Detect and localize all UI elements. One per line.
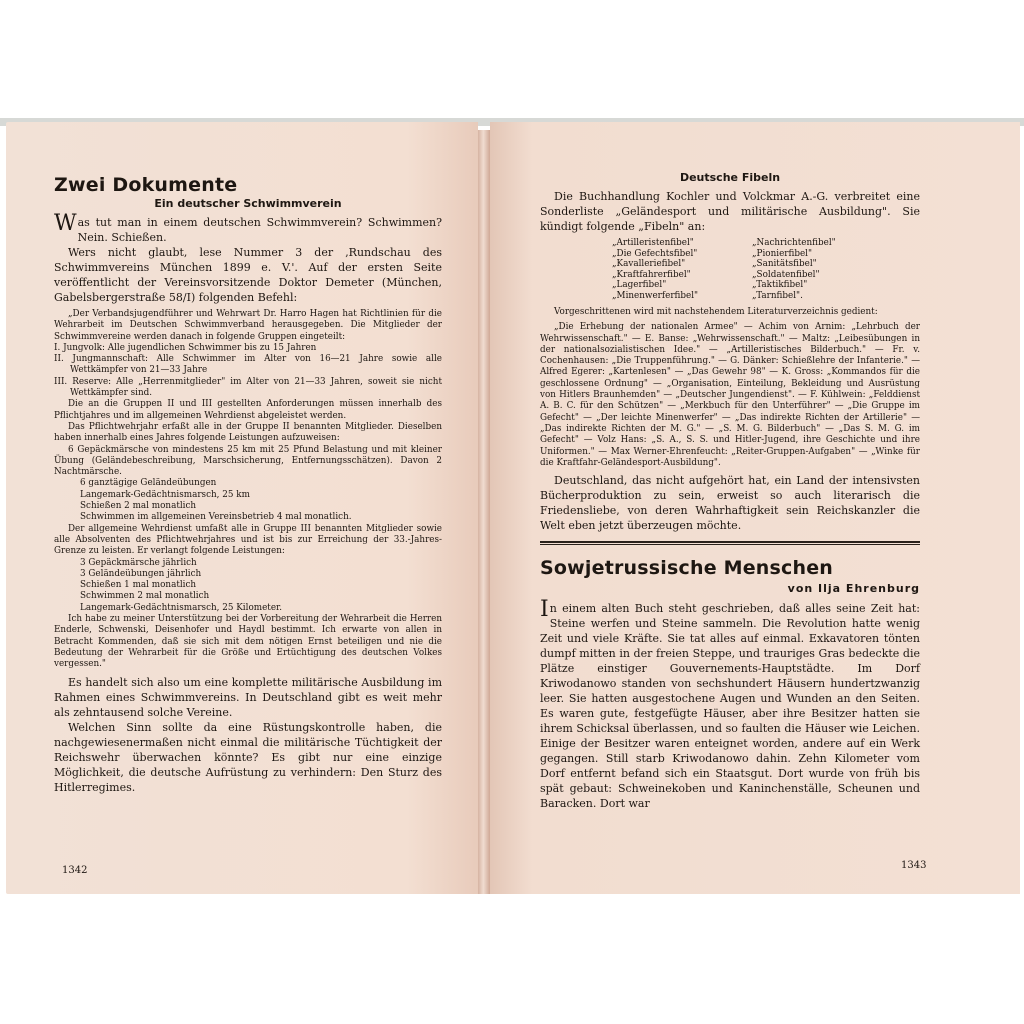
allgemein-item: 3 Gepäckmärsche jährlich (80, 557, 197, 568)
quote-intro: „Der Verbandsjugendführer und Wehrwart Dr. Harro Hagen hat Richtlinien für die Wehrarbeit im Deutschen Schwimmverband herausgegeben. Die Mitglieder der Schwimmvereine werden danach in folgende Gruppen eingeteilt: (54, 309, 442, 342)
vorgeschritten-paragraph: Vorgeschrittenen wird mit nachstehendem Literaturverzeichnis gedient: (554, 307, 878, 317)
page-number-right: 1343 (901, 860, 927, 871)
allgemein-paragraph: Der allgemeine Wehrdienst umfaßt alle in Gruppe III benannten Mitglieder sowie alle Absolventen des Pflichtwehrjahres und ist bis zur Erreichung der 33.-Jahres-Grenze zu leisten. Er verlangt folgende Leistungen: (54, 523, 442, 557)
fibel-item: „Tarnfibel". (752, 290, 803, 301)
allgemein-item: Langemark-Gedächtnismarsch, 25 Kilometer. (80, 602, 283, 613)
left-page (6, 122, 478, 894)
fibel-item: „Taktikfibel" (752, 280, 808, 290)
pflicht-item: Schwimmen im allgemeinen Vereinsbetrieb 4 mal monatlich. (80, 512, 352, 523)
fibeln-title: Deutsche Fibeln (679, 171, 781, 184)
intro-paragraph-1: Was tut man in einem deutschen Schwimmverein? Schwimmen? Nein. Schießen. (54, 211, 442, 244)
komplett-paragraph: Es handelt sich also um eine komplette militärische Ausbildung im Rahmen eines Schwimmvereins. In Deutschland gibt es weit mehr als zehntausend solche Vereine. (54, 675, 442, 719)
article-title: Sowjetrussische Menschen (540, 557, 834, 580)
allgemein-item: Schwimmen 2 mal monatlich (80, 591, 210, 602)
group-item: I. Jungvolk: Alle jugendlichen Schwimmer bis zu 15 Jahren (54, 342, 317, 353)
fibel-item: „Lagerfibel" (612, 280, 667, 290)
unterstuetzung-paragraph: Ich habe zu meiner Unterstützung bei der Vorbereitung der Wehrarbeit die Herren Enderle, Schwenski, Deisenhofer und Haydl bestimmt. Ich erwarte von allen in Betracht Kommenden, daß sie sich mit dem nötigen Ernst beteiligen und nie die Bedeutung der Wehrarbeit für die Größe und Ertüchtigung des deutschen Volkes vergessen." (54, 614, 442, 670)
intro-paragraph-2: Wers nicht glaubt, lese Nummer 3 der ‚Rundschau des Schwimmvereins München 1899 e. V.'. Auf der ersten Seite veröffentlicht der Vereinsvorsitzende Doktor Demeter (München, Gabelsbergerstraße 58/I) folgenden Befehl: (54, 246, 442, 304)
fibel-item: „Artilleristenfibel" (612, 238, 694, 248)
fibel-item: „Kraftfahrerfibel" (612, 269, 691, 280)
section-subtitle: Ein deutscher Schwimmverein (154, 197, 342, 210)
left-page-content (54, 174, 442, 795)
fibel-item: „Soldatenfibel" (752, 269, 820, 280)
allgemein-item: 3 Geländeübungen jährlich (80, 568, 202, 579)
fibel-item: „Sanitätsfibel" (752, 259, 817, 269)
group-item: III. Reserve: Alle „Herrenmitglieder" im Alter von 21—33 Jahren, soweit sie nicht Wettkämpfer sind. (54, 376, 442, 399)
pflicht-item: Langemark-Gedächtnismarsch, 25 km (80, 489, 250, 500)
fibel-item: „Minenwerferfibel" (612, 290, 699, 301)
right-page (490, 122, 1020, 894)
sinn-paragraph: Welchen Sinn sollte da eine Rüstungskontrolle haben, die nachgewiesenermaßen nicht einmal die militärische Tüchtigkeit der Reichswehr überwachen könnte? Es gibt nur eine einzige Möglichkeit, die deutsche Aufrüstung zu verhindern: Den Sturz des Hitlerregimes. (54, 720, 442, 794)
groups-paragraph: Die an die Gruppen II und III gestellten Anforderungen müssen innerhalb des Pflichtjahres und im allgemeinen Wehrdienst abgeleistet werden. (54, 399, 442, 421)
section-divider (540, 541, 920, 545)
fibeln-list (612, 238, 920, 301)
allgemein-item: Schießen 1 mal monatlich (80, 580, 197, 591)
literatur-list: „Die Erhebung der nationalen Armee" — Achim von Arnim: „Lehrbuch der Wehrwissenschaft." — E. Banse: „Wehrwissenschaft." — Maltz: „Leibesübungen in der nationalsozialistischen Idee." — „Artilleristisches Bilderbuch." — Fr. v. Cochenhausen: „Die Truppenführung." — G. Dänker: Schießlehre der Infanterie." — Alfred Egerer: „Kartenlesen" — „Das Gewehr 98" — K. Gross: „Kommandos für die geschlossene Ordnung" — „Organisation, Einteilung, Bekleidung und Ausrüstung von Hitlers Braunhemden" — „Deutscher Jungendienst". — F. Kühlwein: „Felddienst A. B. C. für den Schützen" — „Merkbuch für den Unterführer" — „Die Gruppe im Gefecht" — „Der leichte Minenwerfer" — „Das indirekte Richten der Artillerie" — „Das indirekte Richten der M. G." — „S. M. G. Bilderbuch" — „Das S. M. G. im Gefecht" — Volz Hans: „S. A., S. S. und Hitler-Jugend, ihre Geschichte und ihre Uniformen." — Max Werner-Ehrenfeucht: „Reiter-Gruppen-Aufgaben" — „Winke für die Kraftfahr-Geländesport-Ausbildung". (540, 322, 920, 468)
article-text: In einem alten Buch steht geschrieben, daß alles seine Zeit hat: Steine werfen und Steine sammeln. Die Revolution hatte wenig Zeit und viele Kräfte. Sie tat alles auf einmal. Exkavatoren tönten dumpf mitten in der freien Steppe, und trauriges Gras bedeckte die Plätze einstiger Gouvernements-Hauptstädte. Im Dorf Kriwodanowo standen von sechshundert Häusern hundertzwanzig leer. Sie hatten ausgestochene Augen und Wunden an den Seiten. Es waren gute, festgefügte Häuser, aber ihre Besitzer hatten sie ihrem Schicksal überlassen, und so faulten die Häuser wie Leichen. Einige der Besitzer waren enteignet worden, andere auf ein Werk gegangen. Still starb Kriwodanowo dahin. Zehn Kilometer vom Dorf entfernt befand sich ein Staatsgut. Dort wurde von früh bis spät gebaut: Schweinekoben und Kaninchenställe, Scheunen und Baracken. Dort war (540, 597, 920, 811)
deutschland-paragraph: Deutschland, das nicht aufgehört hat, ein Land der intensivsten Bücherproduktion zu sein, erweist so auch literarisch die Friedensliebe, von deren Wahrhaftigkeit sein Reichskanzler die Welt eben jetzt überzeugen möchte. (540, 474, 920, 533)
article-byline: von Ilja Ehrenburg (787, 582, 920, 596)
section-title: Zwei Dokumente (54, 174, 238, 196)
fibel-item: „Nachrichtenfibel" (752, 238, 836, 248)
pflicht-paragraph: Das Pflichtwehrjahr erfaßt alle in der Gruppe II benannten Mitglieder. Dieselben haben innerhalb eines Jahres folgende Leistungen aufzuweisen: (54, 421, 442, 444)
fibel-item: „Kavalleriefibel" (612, 259, 686, 269)
pflicht-item: 6 Gepäckmärsche von mindestens 25 km mit 25 Pfund Belastung und mit kleiner Übung (Geländebeschreibung, Marschsicherung, Entfernungsschätzen). Davon 2 Nachtmärsche. (54, 444, 442, 478)
page-number-left: 1342 (62, 865, 88, 876)
fibel-item: „Pionierfibel" (752, 248, 813, 259)
right-page-content (540, 170, 920, 811)
pflicht-item: 6 ganztägige Geländeübungen (80, 478, 217, 489)
fibel-item: „Die Gefechtsfibel" (612, 248, 698, 259)
fibeln-intro: Die Buchhandlung Kochler und Volckmar A.-G. verbreitet eine Sonderliste „Geländesport und militärische Ausbildung". Sie kündigt folgende „Fibeln" an: (540, 190, 920, 233)
pflicht-item: Schießen 2 mal monatlich (80, 501, 197, 512)
group-item: II. Jungmannschaft: Alle Schwimmer im Alter von 16—21 Jahre sowie alle Wettkämpfer von 21—33 Jahre (54, 354, 442, 376)
book-gutter (478, 130, 490, 894)
